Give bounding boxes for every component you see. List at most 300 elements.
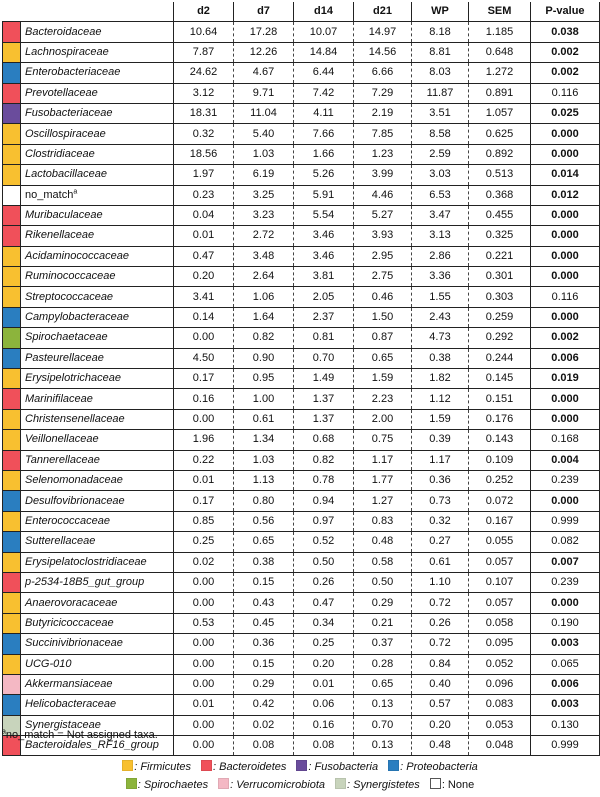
phylum-color-swatch — [3, 674, 21, 694]
cell-wp: 3.36 — [412, 267, 469, 287]
phylum-color-swatch — [3, 491, 21, 511]
legend-swatch — [126, 778, 137, 789]
taxon-name-text: Spirochaetaceae — [25, 331, 108, 344]
cell-p-value: 0.025 — [531, 103, 600, 123]
cell-d2: 4.50 — [174, 348, 234, 368]
table-row — [3, 552, 600, 572]
table-row — [3, 430, 600, 450]
cell-d2: 10.64 — [174, 22, 234, 42]
table-row — [3, 491, 600, 511]
cell-d14: 0.81 — [294, 328, 354, 348]
cell-d14: 3.81 — [294, 267, 354, 287]
cell-d21: 0.70 — [354, 715, 412, 735]
taxon-name-text: Enterobacteriaceae — [25, 66, 121, 79]
legend-item — [335, 778, 420, 791]
table-row — [3, 83, 600, 103]
legend-label: : None — [441, 779, 475, 791]
cell-wp: 1.82 — [412, 369, 469, 389]
cell-d14: 0.16 — [294, 715, 354, 735]
taxon-name — [21, 695, 174, 715]
taxon-name-text: Desulfovibrionaceae — [25, 494, 125, 507]
cell-d2: 0.00 — [174, 572, 234, 592]
cell-d2: 0.00 — [174, 593, 234, 613]
cell-wp: 1.55 — [412, 287, 469, 307]
cell-d21: 2.23 — [354, 389, 412, 409]
cell-d2: 0.23 — [174, 185, 234, 205]
cell-d21: 14.97 — [354, 22, 412, 42]
cell-d21: 0.83 — [354, 511, 412, 531]
cell-d2: 0.14 — [174, 307, 234, 327]
cell-p-value: 0.999 — [531, 511, 600, 531]
cell-sem: 0.058 — [469, 613, 531, 633]
table-row — [3, 307, 600, 327]
phylum-color-swatch — [3, 267, 21, 287]
phylum-color-swatch — [3, 22, 21, 42]
cell-d7: 3.25 — [234, 185, 294, 205]
cell-sem: 0.145 — [469, 369, 531, 389]
legend-item — [388, 760, 478, 773]
table-row — [3, 246, 600, 266]
cell-p-value: 0.003 — [531, 634, 600, 654]
cell-sem: 0.648 — [469, 42, 531, 62]
cell-d2: 24.62 — [174, 63, 234, 83]
cell-d7: 1.03 — [234, 144, 294, 164]
cell-d7: 0.02 — [234, 715, 294, 735]
cell-d14: 6.44 — [294, 63, 354, 83]
taxon-name — [21, 328, 174, 348]
column-header-d21: d21 — [354, 2, 412, 22]
phylum-legend-line-1 — [0, 760, 600, 773]
cell-sem: 0.221 — [469, 246, 531, 266]
taxon-name — [21, 246, 174, 266]
cell-p-value: 0.000 — [531, 267, 600, 287]
cell-wp: 8.03 — [412, 63, 469, 83]
cell-sem: 0.303 — [469, 287, 531, 307]
cell-d7: 0.15 — [234, 572, 294, 592]
cell-d2: 0.00 — [174, 328, 234, 348]
cell-d2: 0.85 — [174, 511, 234, 531]
taxon-name-text: Clostridiaceae — [25, 147, 95, 160]
cell-d2: 0.53 — [174, 613, 234, 633]
legend-item — [296, 760, 378, 773]
taxon-name-text: Butyricicoccaceae — [25, 616, 114, 629]
taxon-name-text: Lactobacillaceae — [25, 168, 107, 181]
phylum-color-swatch — [3, 307, 21, 327]
taxon-name — [21, 634, 174, 654]
taxon-name — [21, 654, 174, 674]
cell-p-value: 0.012 — [531, 185, 600, 205]
cell-d21: 1.17 — [354, 450, 412, 470]
cell-d21: 0.50 — [354, 572, 412, 592]
cell-wp: 0.27 — [412, 532, 469, 552]
cell-d7: 0.15 — [234, 654, 294, 674]
taxon-name-text: Tannerellaceae — [25, 453, 100, 466]
cell-d14: 0.47 — [294, 593, 354, 613]
taxon-name-text: Synergistaceae — [25, 718, 101, 731]
legend-label: : Fusobacteria — [308, 761, 379, 773]
cell-d7: 2.64 — [234, 267, 294, 287]
cell-d7: 0.36 — [234, 634, 294, 654]
cell-d14: 1.49 — [294, 369, 354, 389]
cell-p-value: 0.006 — [531, 674, 600, 694]
table-row — [3, 22, 600, 42]
table-row — [3, 470, 600, 490]
taxon-name-text: Sutterellaceae — [25, 535, 96, 548]
phylum-color-swatch — [3, 369, 21, 389]
cell-wp: 3.13 — [412, 226, 469, 246]
column-header-d14: d14 — [294, 2, 354, 22]
cell-d14: 5.91 — [294, 185, 354, 205]
legend-label: : Verrucomicrobiota — [230, 779, 326, 791]
cell-d21: 6.66 — [354, 63, 412, 83]
phylum-color-swatch — [3, 328, 21, 348]
table-row — [3, 634, 600, 654]
cell-d2: 0.00 — [174, 654, 234, 674]
cell-d2: 18.31 — [174, 103, 234, 123]
cell-sem: 0.325 — [469, 226, 531, 246]
cell-d7: 0.43 — [234, 593, 294, 613]
cell-d7: 11.04 — [234, 103, 294, 123]
cell-wp: 11.87 — [412, 83, 469, 103]
cell-d2: 0.25 — [174, 532, 234, 552]
cell-wp: 1.59 — [412, 409, 469, 429]
cell-d2: 0.00 — [174, 409, 234, 429]
cell-d7: 1.03 — [234, 450, 294, 470]
cell-p-value: 0.006 — [531, 348, 600, 368]
footnote-text: no_match = Not assigned taxa. — [5, 729, 158, 741]
cell-wp: 1.17 — [412, 450, 469, 470]
cell-d14: 4.11 — [294, 103, 354, 123]
taxon-footnote-marker: a — [73, 188, 78, 196]
cell-d14: 0.34 — [294, 613, 354, 633]
cell-p-value: 0.999 — [531, 736, 600, 756]
cell-d2: 0.02 — [174, 552, 234, 572]
cell-d2: 0.00 — [174, 674, 234, 694]
cell-sem: 0.053 — [469, 715, 531, 735]
cell-d14: 2.05 — [294, 287, 354, 307]
cell-d14: 3.46 — [294, 226, 354, 246]
cell-d21: 0.13 — [354, 736, 412, 756]
cell-d21: 1.59 — [354, 369, 412, 389]
cell-d21: 14.56 — [354, 42, 412, 62]
cell-d7: 3.23 — [234, 205, 294, 225]
cell-d21: 0.65 — [354, 674, 412, 694]
legend-swatch — [335, 778, 346, 789]
taxon-name — [21, 532, 174, 552]
taxon-name-text: p-2534-18B5_gut_group — [25, 576, 145, 589]
taxon-name — [21, 83, 174, 103]
taxon-name — [21, 185, 174, 205]
phylum-color-swatch — [3, 144, 21, 164]
phylum-color-swatch — [3, 450, 21, 470]
cell-d21: 2.00 — [354, 409, 412, 429]
taxon-name — [21, 267, 174, 287]
taxon-name-text: Akkermansiaceae — [25, 678, 113, 691]
cell-wp: 0.38 — [412, 348, 469, 368]
cell-d7: 1.13 — [234, 470, 294, 490]
taxon-name-text: Ruminococcaceae — [25, 270, 116, 283]
cell-d21: 2.75 — [354, 267, 412, 287]
cell-wp: 0.84 — [412, 654, 469, 674]
cell-p-value: 0.190 — [531, 613, 600, 633]
table-row — [3, 409, 600, 429]
table-row — [3, 511, 600, 531]
cell-d21: 0.28 — [354, 654, 412, 674]
cell-wp: 3.03 — [412, 165, 469, 185]
taxon-name — [21, 450, 174, 470]
phylum-color-swatch — [3, 430, 21, 450]
phylum-color-swatch — [3, 226, 21, 246]
taxon-name — [21, 409, 174, 429]
cell-d14: 0.52 — [294, 532, 354, 552]
legend-label: : Firmicutes — [134, 761, 192, 773]
phylum-color-swatch — [3, 532, 21, 552]
cell-d21: 0.46 — [354, 287, 412, 307]
taxon-name — [21, 572, 174, 592]
taxon-name-text: Anaerovoracaceae — [25, 596, 118, 609]
cell-sem: 0.107 — [469, 572, 531, 592]
phylum-color-swatch — [3, 63, 21, 83]
taxon-name-text: Fusobacteriaceae — [25, 107, 113, 120]
cell-sem: 1.057 — [469, 103, 531, 123]
cell-d14: 14.84 — [294, 42, 354, 62]
legend-label: : Spirochaetes — [137, 779, 209, 791]
cell-d2: 0.01 — [174, 695, 234, 715]
taxon-name — [21, 491, 174, 511]
cell-d21: 0.65 — [354, 348, 412, 368]
cell-d7: 4.67 — [234, 63, 294, 83]
taxon-name — [21, 674, 174, 694]
cell-p-value: 0.038 — [531, 22, 600, 42]
cell-wp: 0.73 — [412, 491, 469, 511]
cell-wp: 6.53 — [412, 185, 469, 205]
taxon-name — [21, 124, 174, 144]
cell-p-value: 0.000 — [531, 491, 600, 511]
taxon-name — [21, 63, 174, 83]
cell-wp: 0.26 — [412, 613, 469, 633]
cell-p-value: 0.000 — [531, 205, 600, 225]
cell-p-value: 0.239 — [531, 572, 600, 592]
cell-wp: 0.40 — [412, 674, 469, 694]
legend-item — [201, 760, 286, 773]
column-header-wp: WP — [412, 2, 469, 22]
cell-d2: 3.12 — [174, 83, 234, 103]
taxon-name — [21, 287, 174, 307]
cell-d2: 0.32 — [174, 124, 234, 144]
taxon-name — [21, 226, 174, 246]
cell-d21: 0.48 — [354, 532, 412, 552]
phylum-legend-line-2 — [0, 778, 600, 791]
taxon-name-text: Acidaminococcaceae — [25, 249, 129, 262]
cell-d2: 0.00 — [174, 715, 234, 735]
cell-sem: 0.096 — [469, 674, 531, 694]
cell-wp: 2.59 — [412, 144, 469, 164]
cell-sem: 0.151 — [469, 389, 531, 409]
cell-d2: 0.20 — [174, 267, 234, 287]
taxon-name-text: Campylobacteraceae — [25, 311, 129, 324]
cell-d21: 4.46 — [354, 185, 412, 205]
taxon-name — [21, 22, 174, 42]
taxon-name-text: Erysipelotrichaceae — [25, 372, 121, 385]
cell-d14: 0.68 — [294, 430, 354, 450]
cell-wp: 0.72 — [412, 634, 469, 654]
cell-d7: 3.48 — [234, 246, 294, 266]
cell-p-value: 0.116 — [531, 287, 600, 307]
cell-d14: 5.54 — [294, 205, 354, 225]
table-row — [3, 389, 600, 409]
phylum-color-swatch — [3, 165, 21, 185]
taxon-name-text: Bacteroidales_RF16_group — [25, 739, 159, 752]
cell-wp: 1.12 — [412, 389, 469, 409]
cell-p-value: 0.000 — [531, 409, 600, 429]
taxon-name-text: Prevotellaceae — [25, 86, 98, 99]
cell-d14: 7.66 — [294, 124, 354, 144]
taxon-name-text: Helicobacteraceae — [25, 698, 117, 711]
taxon-name — [21, 103, 174, 123]
cell-d14: 0.26 — [294, 572, 354, 592]
cell-wp: 0.57 — [412, 695, 469, 715]
phylum-color-swatch — [3, 389, 21, 409]
taxon-name — [21, 369, 174, 389]
cell-d7: 17.28 — [234, 22, 294, 42]
cell-sem: 0.072 — [469, 491, 531, 511]
column-header-d7: d7 — [234, 2, 294, 22]
taxon-name-text: Succinivibrionaceae — [25, 637, 123, 650]
cell-d14: 0.20 — [294, 654, 354, 674]
cell-wp: 3.47 — [412, 205, 469, 225]
cell-d7: 0.80 — [234, 491, 294, 511]
column-header-sem: SEM — [469, 2, 531, 22]
cell-d7: 1.34 — [234, 430, 294, 450]
cell-d14: 0.25 — [294, 634, 354, 654]
cell-d21: 7.29 — [354, 83, 412, 103]
cell-d2: 0.04 — [174, 205, 234, 225]
cell-d14: 7.42 — [294, 83, 354, 103]
cell-d21: 5.27 — [354, 205, 412, 225]
taxon-name-text: Enterococcaceae — [25, 514, 110, 527]
cell-p-value: 0.116 — [531, 83, 600, 103]
table-row — [3, 674, 600, 694]
table-row — [3, 369, 600, 389]
cell-sem: 0.109 — [469, 450, 531, 470]
phylum-color-swatch — [3, 103, 21, 123]
table-row — [3, 654, 600, 674]
cell-d7: 2.72 — [234, 226, 294, 246]
cell-d21: 0.37 — [354, 634, 412, 654]
cell-p-value: 0.000 — [531, 389, 600, 409]
cell-d7: 6.19 — [234, 165, 294, 185]
cell-p-value: 0.002 — [531, 42, 600, 62]
cell-wp: 0.72 — [412, 593, 469, 613]
cell-sem: 0.244 — [469, 348, 531, 368]
taxon-name — [21, 593, 174, 613]
taxon-name-text: Veillonellaceae — [25, 433, 99, 446]
phylum-color-swatch — [3, 695, 21, 715]
taxon-name-text: Streptococcaceae — [25, 290, 114, 303]
column-header-d2: d2 — [174, 2, 234, 22]
taxon-name-text: Marinifilaceae — [25, 392, 93, 405]
cell-sem: 0.057 — [469, 593, 531, 613]
cell-d14: 0.08 — [294, 736, 354, 756]
cell-sem: 0.292 — [469, 328, 531, 348]
cell-d14: 0.78 — [294, 470, 354, 490]
cell-sem: 0.048 — [469, 736, 531, 756]
cell-d21: 0.75 — [354, 430, 412, 450]
taxon-name-text: Oscillospiraceae — [25, 127, 106, 140]
cell-d2: 0.47 — [174, 246, 234, 266]
cell-wp: 3.51 — [412, 103, 469, 123]
cell-wp: 2.43 — [412, 307, 469, 327]
legend-label: : Proteobacteria — [400, 761, 478, 773]
table-row — [3, 185, 600, 205]
cell-d7: 0.08 — [234, 736, 294, 756]
table-row — [3, 287, 600, 307]
cell-p-value: 0.065 — [531, 654, 600, 674]
cell-d14: 0.94 — [294, 491, 354, 511]
cell-sem: 1.185 — [469, 22, 531, 42]
taxon-name-text: Muribaculaceae — [25, 209, 103, 222]
cell-d2: 0.17 — [174, 491, 234, 511]
legend-item — [218, 778, 325, 791]
footnote-marker: a — [2, 728, 6, 736]
phylum-color-swatch — [3, 246, 21, 266]
cell-p-value: 0.000 — [531, 226, 600, 246]
table-row — [3, 613, 600, 633]
phylum-color-swatch — [3, 287, 21, 307]
cell-d7: 0.56 — [234, 511, 294, 531]
cell-d2: 0.22 — [174, 450, 234, 470]
cell-wp: 0.36 — [412, 470, 469, 490]
cell-d14: 3.46 — [294, 246, 354, 266]
taxon-name — [21, 470, 174, 490]
header-corner — [3, 2, 21, 22]
cell-d7: 1.06 — [234, 287, 294, 307]
table-row — [3, 144, 600, 164]
table-row — [3, 226, 600, 246]
cell-d2: 1.96 — [174, 430, 234, 450]
cell-d2: 0.00 — [174, 736, 234, 756]
cell-d2: 1.97 — [174, 165, 234, 185]
legend-swatch — [218, 778, 229, 789]
taxon-name — [21, 552, 174, 572]
cell-sem: 0.368 — [469, 185, 531, 205]
cell-d21: 0.29 — [354, 593, 412, 613]
cell-sem: 0.891 — [469, 83, 531, 103]
phylum-color-swatch — [3, 613, 21, 633]
cell-d14: 0.82 — [294, 450, 354, 470]
cell-d21: 0.58 — [354, 552, 412, 572]
cell-d21: 3.93 — [354, 226, 412, 246]
cell-sem: 0.057 — [469, 552, 531, 572]
cell-p-value: 0.000 — [531, 246, 600, 266]
cell-p-value: 0.000 — [531, 307, 600, 327]
cell-wp: 1.10 — [412, 572, 469, 592]
cell-d21: 0.13 — [354, 695, 412, 715]
cell-sem: 0.167 — [469, 511, 531, 531]
cell-d14: 5.26 — [294, 165, 354, 185]
table-row — [3, 267, 600, 287]
taxon-name — [21, 511, 174, 531]
cell-d21: 0.87 — [354, 328, 412, 348]
header-name-cell — [21, 2, 174, 22]
taxon-name — [21, 42, 174, 62]
cell-d21: 0.21 — [354, 613, 412, 633]
cell-wp: 0.32 — [412, 511, 469, 531]
cell-p-value: 0.239 — [531, 470, 600, 490]
legend-swatch — [430, 778, 441, 789]
phylum-color-swatch — [3, 634, 21, 654]
cell-p-value: 0.007 — [531, 552, 600, 572]
